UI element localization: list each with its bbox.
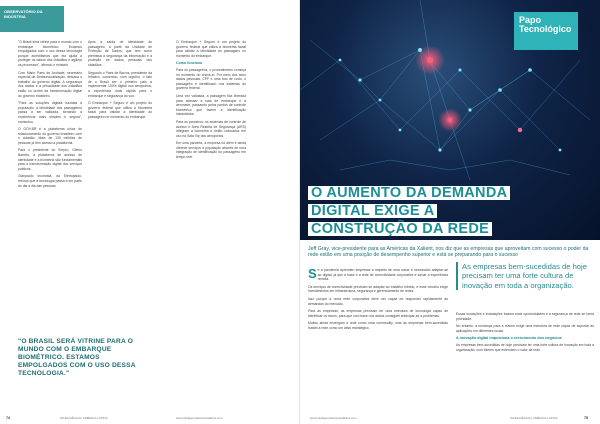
article-column-2 — [88, 40, 152, 123]
pull-quote: As empresas bem-sucedidas de hoje precisam ter uma forte cultura de inovação em toda a organização. — [456, 262, 600, 290]
paragraph: "Para as soluções digitais trazidas à população, a identidade dos passageiros passa a ser validada, tornando a experiência mais simples e segura", comentou. — [18, 101, 82, 124]
paragraph: O Embarque + Seguro é um projeto do governo federal que utiliza a biometria facial para validar a identidade do passageiro no momento do embarque. — [88, 101, 152, 119]
paragraph: Para os parceiros, os sistemas de controle de acesso e Área Restrita de Segurança (ARS) integram a biometria e estão colocados em uso na Sala Vip dos aeroportos. — [176, 119, 246, 138]
paragraph: Em uma parceria, a empresa foi além e ainda oferece serviços à população através de uma integração de identificação do passageiro em tempo real. — [176, 141, 246, 160]
headline-line: DIGITAL EXIGE A — [308, 204, 437, 218]
subheading: A inovação digital impulsiona o crescimento dos negócios — [456, 336, 562, 341]
paragraph: Para o presidente do Serpro, Gileno Barreto, a plataforma de acesso de identidade e a biometria são fundamentais para a transformação digital dos serviços públicos. — [18, 148, 82, 171]
paragraph: O Embarque + Seguro é um projeto do governo federal que utiliza a biometria facial para validar a identidade do passageiro no momento do embarque. — [176, 40, 246, 58]
paragraph-text: e a pandemia aprendeu empresas a respeito de uma coisa: é necessário adaptar-se ao digital, já que a base é a rede de conectividade corporativa e tornar a experiência remota. — [317, 268, 448, 282]
paragraph: As empresas bem-sucedidas de hoje precisam ter uma forte cultura de inovação em toda a organização, com líderes que entendem o valor da rede. — [456, 342, 594, 352]
article-column-1 — [308, 268, 448, 334]
headline-line: O AUMENTO DA DEMANDA — [308, 186, 510, 200]
pull-quote: "O BRASIL SERÁ VITRINE PARA O MUNDO COM O EMBARQUE BIOMÉTRICO. ESTAMOS EMPOLGADOS COM O USO DESSA TECNOLOGIA." — [18, 338, 136, 377]
paragraph: "O Brasil será vitrine para o mundo com o embarque biométrico. Estamos empolgados com o uso dessa tecnologia porque acreditamos que ela ajuda a proteger os dados dos cidadãos e agilizar os processos", afirmou o ministro. — [18, 40, 82, 67]
paragraph: Segundo o Paes de Barros, presidente da Infraero, comentou, com orgulho, o fato de o Brasil ser o primeiro país a implementar 100% digital nos aeroportos, a experiência mais rápida para o embarque e segurança do voo. — [88, 70, 152, 98]
footer-brand: INTELIGÊNCIA | AMÉRICA LATINA — [510, 416, 558, 420]
page-number: 74 — [6, 416, 10, 420]
article-lead: Jeff Gray, vice-presidente para as Américas da Xalient, nos diz que as empresas que aproveitam com sucesso o poder da rede estão em uma posição de desempenho superior e está se preparando para o sucesso — [308, 246, 589, 259]
article-column-2 — [456, 312, 594, 355]
paragraph: O GOV.BR é a plataforma única de relacionamento do governo brasileiro com o cidadão. Mais de 130 milhões de pessoas já têm acesso à plataforma. — [18, 127, 82, 145]
article-headline — [308, 184, 596, 240]
subheading: Como funciona — [176, 61, 203, 66]
page-number: 75 — [584, 416, 588, 420]
paragraph: No entanto, a mudança para a nuvem exige uma estrutura de rede capaz de suportar as aplicações em diferentes locais. — [456, 324, 594, 333]
paragraph: Para os passageiros, o procedimento começa no momento do check-in. Por meio dos seus dados pessoais, CPF e uma foto de rosto, o passageiro é identificado nos sistemas do governo federal. — [176, 67, 246, 91]
paragraph: Após a saída de identidade do passageiro, a partir da Unidade de Proteção de Dados, que tem como premissa a segurança da informação e a proteção de dados pessoais dos cidadãos. — [88, 40, 152, 67]
paragraph — [308, 268, 448, 282]
footer-brand: INTELIGÊNCIA | AMÉRICA LATINA — [60, 416, 108, 420]
glow-highlight — [415, 45, 445, 75]
hero-network-image — [300, 0, 600, 240]
paragraph: Essas inovações e instalações trazem mais oportunidades e a segurança de rede se torna prioridade. — [456, 312, 594, 321]
paragraph: Os serviços de conectividade precisam se adaptar ao trabalho híbrido, e esse cenário exige investimentos em infraestrutura, segurança e gerenciamento de redes. — [308, 284, 448, 294]
paragraph: Para as empresas, as empresas precisam ter uma estrutura de tecnologia capaz de identificar os riscos, para que com base nos dados consigam antecipar-se a problemas. — [308, 309, 448, 318]
paragraph: Com Mário Paes de Andrade, secretário especial de Desburocratização, destaca o trabalho do governo digital. A segurança dos dados e a privacidade dos cidadãos estão no centro da transformação digital do governo brasileiro. — [18, 70, 82, 98]
article-column-1 — [18, 40, 82, 191]
footer-url: www.inteligenciaamericalatina.com — [310, 416, 357, 420]
article-column-3 — [176, 40, 246, 163]
paragraph: Isso porque a nova rede corporativa deve ser capaz de responder rapidamente às demandas do mercado. — [308, 296, 448, 306]
paragraph: Muitos ainda enxergam a rede como uma commodity, mas as empresas bem-sucedidas tratam a rede como um ativo estratégico. — [308, 321, 448, 330]
footer-url: www.inteligenciaamericalatina.com — [176, 416, 223, 420]
drop-cap: S — [308, 266, 317, 281]
glow-highlight — [438, 108, 462, 132]
column-badge: Papo Tecnológico — [514, 12, 578, 50]
paragraph: Uma vez validada, a passagem fica liberada para acessar a sala de embarque e a aeronave, passando pelos pontos de controle biométrico que fazem a identificação instantânea. — [176, 93, 246, 117]
right-page — [300, 0, 600, 424]
paragraph: Gianpaolo Incorvaia, da Eletropaulo, reforça que a tecnologia passa a ser parte do dia a dia das pessoas. — [18, 174, 82, 188]
headline-line: CONSTRUÇÃO DA REDE — [308, 222, 492, 236]
section-tag: OBSERVATÓRIO DA INDÚSTRIA — [0, 6, 64, 32]
